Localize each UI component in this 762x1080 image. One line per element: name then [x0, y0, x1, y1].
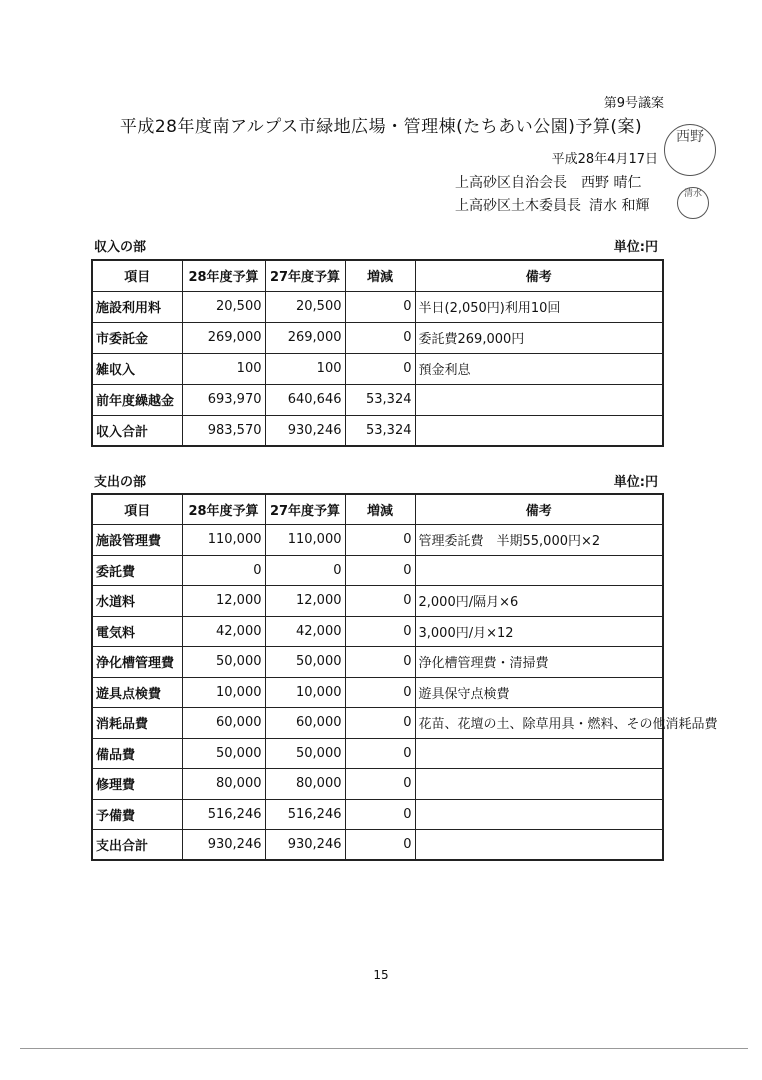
row-note: 管理委託費 半期55,000円×2	[415, 525, 663, 556]
income-section-heading: 収入の部	[94, 240, 147, 255]
seal-stamp-shimizu	[677, 187, 709, 219]
row-budget27: 50,000	[265, 738, 345, 769]
agenda-number: 第9号議案	[603, 96, 664, 111]
row-note: 預金利息	[415, 353, 663, 384]
row-budget28: 50,000	[182, 738, 265, 769]
row-item: 前年度繰越金	[92, 384, 182, 415]
row-item: 遊具点検費	[92, 677, 182, 708]
row-note	[415, 738, 663, 769]
row-note: 遊具保守点検費	[415, 677, 663, 708]
row-diff: 53,324	[345, 384, 415, 415]
row-diff: 0	[345, 677, 415, 708]
row-note	[415, 384, 663, 415]
signatory-1-name: 西野 晴仁	[581, 175, 642, 191]
income-header-row	[92, 260, 663, 291]
row-budget27: 60,000	[265, 708, 345, 739]
col-note-header: 備考	[415, 260, 663, 291]
income-total-row	[92, 415, 663, 446]
col-diff-header: 増減	[345, 494, 415, 525]
table-row	[92, 291, 663, 322]
col-diff-header: 増減	[345, 260, 415, 291]
row-budget27: 100	[265, 353, 345, 384]
row-diff: 0	[345, 616, 415, 647]
total-diff: 53,324	[345, 415, 415, 446]
row-diff: 0	[345, 769, 415, 800]
row-diff: 0	[345, 738, 415, 769]
row-budget27: 269,000	[265, 322, 345, 353]
row-budget27: 42,000	[265, 616, 345, 647]
seal-stamp-shimizu-text: 清水	[683, 189, 702, 199]
total-budget28: 930,246	[182, 830, 265, 861]
row-note: 委託費269,000円	[415, 322, 663, 353]
row-budget27: 12,000	[265, 586, 345, 617]
row-budget28: 516,246	[182, 799, 265, 830]
table-row	[92, 353, 663, 384]
expense-header-row	[92, 494, 663, 525]
total-note	[415, 415, 663, 446]
table-row	[92, 322, 663, 353]
row-budget28: 50,000	[182, 647, 265, 678]
table-row	[92, 769, 663, 800]
row-budget28: 693,970	[182, 384, 265, 415]
row-note: 浄化槽管理費・清掃費	[415, 647, 663, 678]
scan-edge-line	[20, 1048, 748, 1049]
total-budget27: 930,246	[265, 830, 345, 861]
table-row	[92, 647, 663, 678]
col-budget28-header: 28年度予算	[182, 494, 265, 525]
row-item: 市委託金	[92, 322, 182, 353]
row-item: 施設管理費	[92, 525, 182, 556]
row-diff: 0	[345, 555, 415, 586]
table-row	[92, 738, 663, 769]
seal-stamp-nishino	[664, 124, 716, 176]
row-budget28: 12,000	[182, 586, 265, 617]
row-diff: 0	[345, 647, 415, 678]
col-budget27-header: 27年度予算	[265, 260, 345, 291]
row-diff: 0	[345, 708, 415, 739]
row-diff: 0	[345, 586, 415, 617]
row-budget28: 110,000	[182, 525, 265, 556]
row-note	[415, 555, 663, 586]
row-budget28: 60,000	[182, 708, 265, 739]
row-note	[415, 799, 663, 830]
row-note: 花苗、花壇の土、除草用具・燃料、その他消耗品費	[415, 708, 663, 739]
income-table	[91, 259, 664, 447]
page-number: 15	[373, 968, 389, 982]
table-row	[92, 525, 663, 556]
total-diff: 0	[345, 830, 415, 861]
table-row	[92, 586, 663, 617]
expense-total-row	[92, 830, 663, 861]
signatory-2-title: 上高砂区土木委員長	[455, 198, 581, 214]
row-budget28: 0	[182, 555, 265, 586]
table-row	[92, 616, 663, 647]
row-diff: 0	[345, 525, 415, 556]
row-budget28: 269,000	[182, 322, 265, 353]
signatory-2-name: 清水 和輝	[589, 198, 650, 214]
row-diff: 0	[345, 291, 415, 322]
row-budget28: 42,000	[182, 616, 265, 647]
row-note: 2,000円/隔月×6	[415, 586, 663, 617]
row-note	[415, 769, 663, 800]
signatory-1	[455, 172, 641, 192]
expense-table	[91, 493, 718, 861]
expense-section-heading: 支出の部	[94, 475, 147, 490]
signatory-2	[455, 195, 649, 215]
table-row	[92, 799, 663, 830]
col-note-header: 備考	[415, 494, 663, 525]
row-item: 委託費	[92, 555, 182, 586]
row-budget27: 640,646	[265, 384, 345, 415]
table-row	[92, 708, 663, 739]
row-item: 雑収入	[92, 353, 182, 384]
row-item: 消耗品費	[92, 708, 182, 739]
row-budget28: 20,500	[182, 291, 265, 322]
total-item: 収入合計	[92, 415, 182, 446]
seal-stamp-nishino-text: 西野	[676, 129, 704, 145]
row-note: 半日(2,050円)利用10回	[415, 291, 663, 322]
row-item: 備品費	[92, 738, 182, 769]
expense-unit-label: 単位:円	[613, 475, 658, 490]
row-budget27: 110,000	[265, 525, 345, 556]
income-unit-label: 単位:円	[613, 240, 658, 255]
row-budget27: 10,000	[265, 677, 345, 708]
document-date: 平成28年4月17日	[551, 152, 658, 167]
row-budget27: 0	[265, 555, 345, 586]
row-item: 水道料	[92, 586, 182, 617]
row-item: 施設利用料	[92, 291, 182, 322]
row-budget28: 10,000	[182, 677, 265, 708]
total-item: 支出合計	[92, 830, 182, 861]
row-budget27: 50,000	[265, 647, 345, 678]
col-item-header: 項目	[92, 494, 182, 525]
row-budget28: 100	[182, 353, 265, 384]
document-title: 平成28年度南アルプス市緑地広場・管理棟(たちあい公園)予算(案)	[119, 117, 643, 137]
table-row	[92, 677, 663, 708]
col-item-header: 項目	[92, 260, 182, 291]
row-budget27: 20,500	[265, 291, 345, 322]
table-row	[92, 555, 663, 586]
total-budget27: 930,246	[265, 415, 345, 446]
col-budget28-header: 28年度予算	[182, 260, 265, 291]
total-budget28: 983,570	[182, 415, 265, 446]
signatory-1-title: 上高砂区自治会長	[455, 175, 567, 191]
row-item: 電気料	[92, 616, 182, 647]
row-diff: 0	[345, 353, 415, 384]
row-item: 修理費	[92, 769, 182, 800]
col-budget27-header: 27年度予算	[265, 494, 345, 525]
row-diff: 0	[345, 799, 415, 830]
total-note	[415, 830, 663, 861]
row-budget27: 80,000	[265, 769, 345, 800]
row-item: 浄化槽管理費	[92, 647, 182, 678]
table-row	[92, 384, 663, 415]
row-item: 予備費	[92, 799, 182, 830]
row-budget28: 80,000	[182, 769, 265, 800]
row-note: 3,000円/月×12	[415, 616, 663, 647]
row-diff: 0	[345, 322, 415, 353]
row-budget27: 516,246	[265, 799, 345, 830]
